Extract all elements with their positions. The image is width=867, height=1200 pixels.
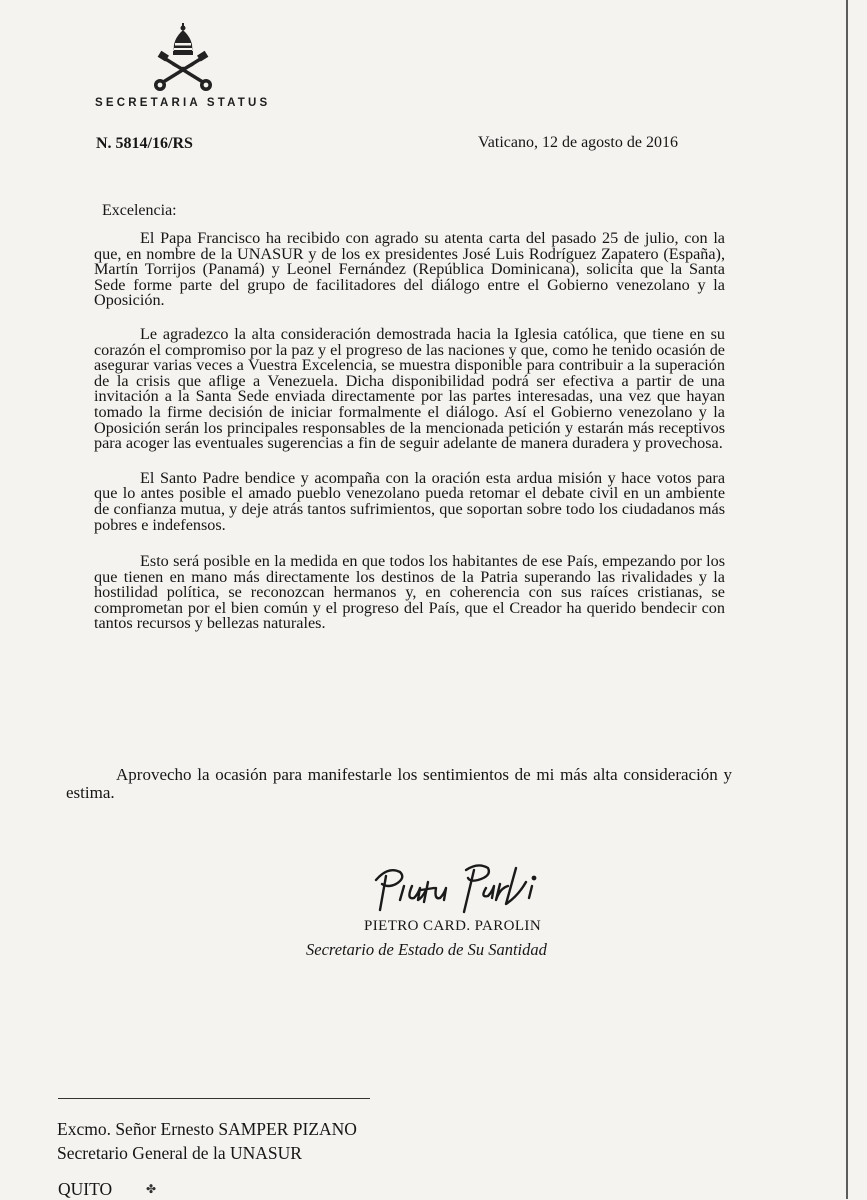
body-paragraph-4: Esto será posible en la medida en que todos los habitantes de ese País, empezando por los que tienen en mano más directamente los destinos de la Patria superando las rivalidades y la hostilidad política, se reconozcan hermanos y, en coherencia con sus raíces cristianas, se comprometan por el bien común y el progreso del País, que el Creador ha querido bendecir con tantos recursos y bellezas naturales.: [94, 552, 725, 633]
place-date: Vaticano, 12 de agosto de 2016: [478, 134, 678, 151]
letter-body: [94, 231, 725, 652]
addressee-name: Excmo. Señor Ernesto SAMPER PIZANO: [57, 1119, 357, 1139]
salutation: Excelencia:: [102, 202, 177, 219]
protocol-number: N. 5814/16/RS: [96, 135, 193, 152]
closing-text: Aprovecho la ocasión para manifestarle los sentimientos de mi más alta consideración y estima.: [66, 765, 732, 802]
addressee-block: [57, 1117, 357, 1165]
papal-emblem-icon: [150, 22, 216, 94]
body-paragraph-1: El Papa Francisco ha recibido con agrado su atenta carta del pasado 25 de julio, con la que, en nombre de la UNASUR y de los ex presidentes José Luis Rodríguez Zapatero (España), Martín Torrijos (Panamá) y Leonel Fernández (República Dominicana), solicita que la Santa Sede forme parte del grupo de facilitadores del diálogo entre el Gobierno venezolano y la Oposición.: [94, 229, 725, 310]
body-paragraph-3: El Santo Padre bendice y acompaña con la oración esta ardua misión y hace votos para que lo antes posible el amado pueblo venezolano pueda retomar el debate civil en un ambiente de confianza mutua, y deje atrás tantos sufrimientos, que soportan sobre todo los ciudadanos más pobres e indefensos.: [94, 468, 725, 534]
letterhead-title: SECRETARIA STATUS: [95, 97, 271, 109]
divider-rule: [58, 1098, 370, 1099]
addressee-position: Secretario General de la UNASUR: [57, 1143, 302, 1163]
signer-title: Secretario de Estado de Su Santidad: [306, 940, 547, 959]
signer-name: PIETRO CARD. PAROLIN: [364, 918, 542, 934]
handwritten-signature: [366, 858, 556, 918]
ink-mark-icon: ✤: [146, 1182, 157, 1196]
addressee-city: QUITO: [58, 1179, 113, 1199]
body-paragraph-2: Le agradezco la alta consideración demostrada hacia la Iglesia católica, que tiene en su corazón el compromiso por la paz y el progreso de las naciones y que, como he tenido ocasión de asegurar varias veces a Vuestra Excelencia, se muestra disponible para contribuir a la superación de la crisis que aflige a Venezuela. Dicha disponibilidad podrá ser efectiva a partir de una invitación a la Santa Sede enviada directamente por las partes interesadas, una vez que hayan tomado la firme decisión de iniciar formalmente el diálogo. Así el Gobierno venezolano y la Oposición serán los principales responsables de la mencionada petición y estarán más receptivos para acoger las eventuales sugerencias a fin de seguir adelante de manera duradera y provechosa.: [94, 324, 725, 453]
closing-paragraph: [66, 766, 732, 802]
page-edge-line: [846, 0, 848, 1199]
